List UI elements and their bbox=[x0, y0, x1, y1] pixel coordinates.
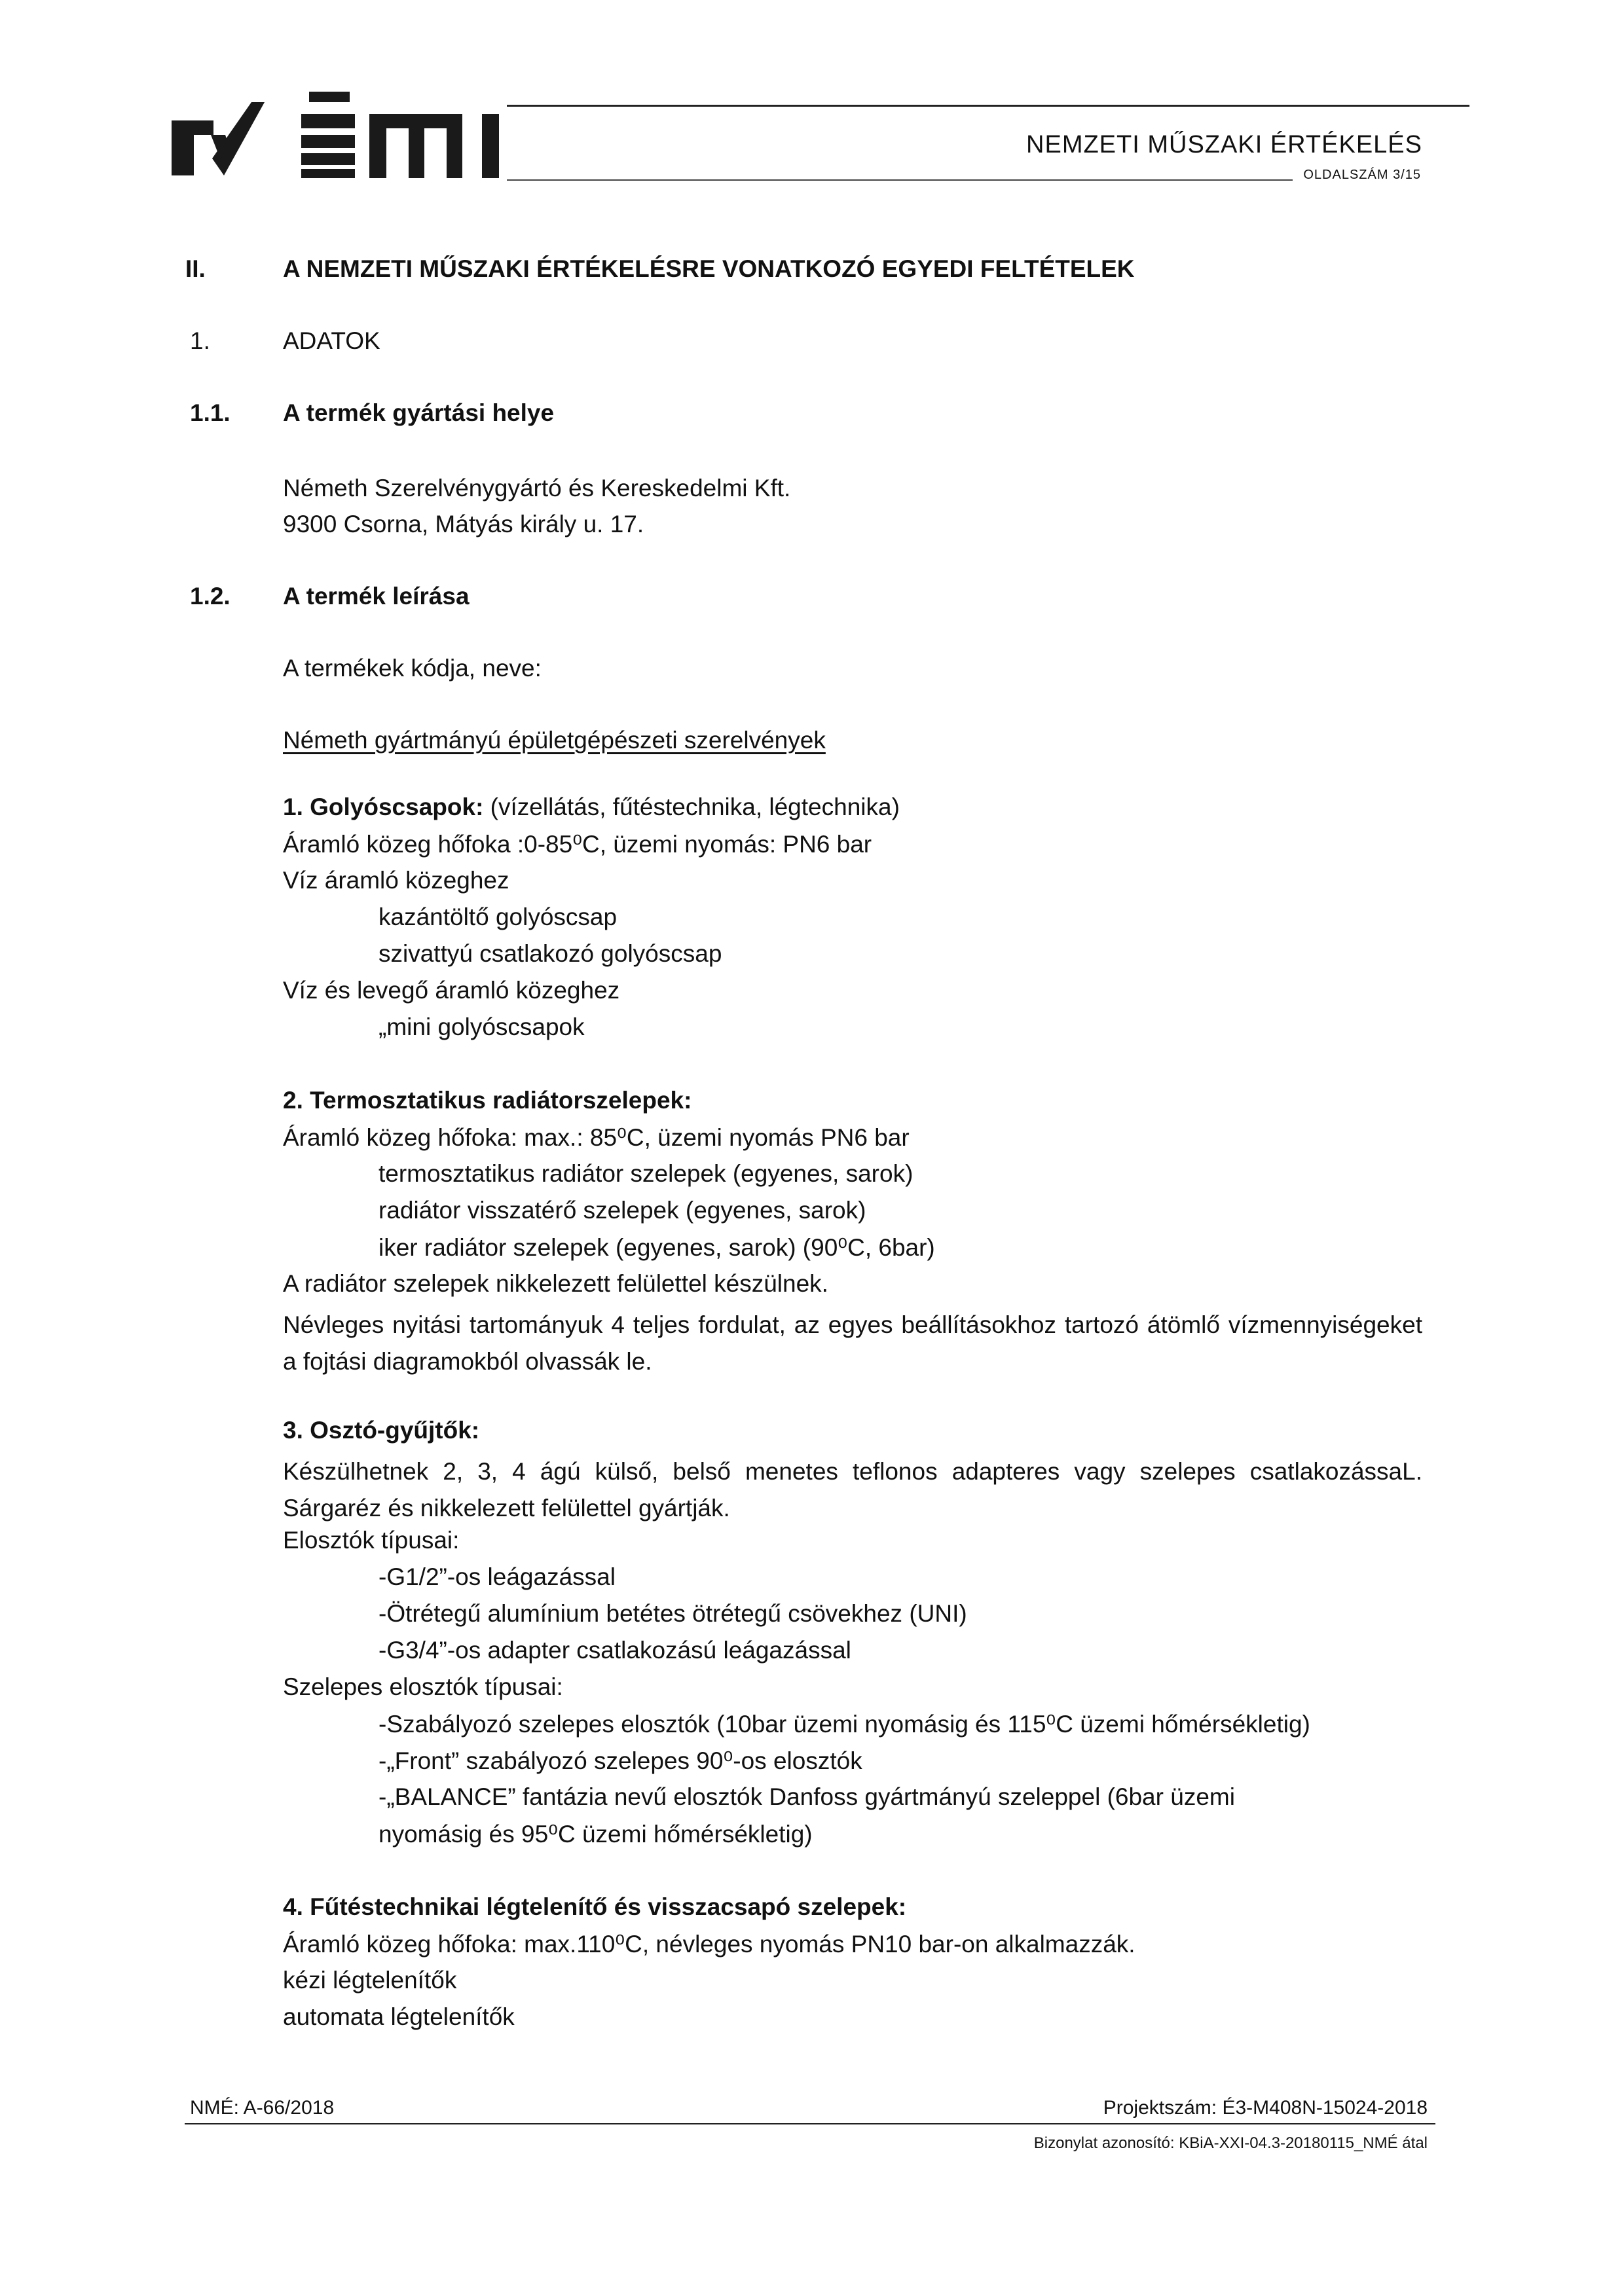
footer-nme-number: NMÉ: A-66/2018 bbox=[190, 2097, 335, 2119]
item2-indent-line: iker radiátor szelepek (egyenes, sarok) (90⁰C, 6bar) bbox=[378, 1234, 935, 1261]
header-rule-top bbox=[507, 105, 1469, 107]
item3-valve-type: -Szabályozó szelepes elosztók (10bar üzemi nyomásig és 115⁰C üzemi hőmérsékletig) bbox=[378, 1711, 1310, 1738]
item3-paragraph: Készülhetnek 2, 3, 4 ágú külső, belső menetes teflonos adapteres vagy szelepes csatlakozássaL. Sárgaréz és nikkelezett felülettel gyártják. bbox=[283, 1458, 1422, 1522]
item2-line: Áramló közeg hőfoka: max.: 85⁰C, üzemi nyomás PN6 bar bbox=[283, 1124, 910, 1151]
item3-valve-type: -„BALANCE” fantázia nevű elosztók Danfoss gyártmányú szeleppel (6bar üzemi bbox=[378, 1783, 1235, 1810]
footer-document-id: Bizonylat azonosító: KBiA-XXI-04.3-20180115_NMÉ átal bbox=[1033, 2134, 1428, 2152]
item3-type: -G3/4”-os adapter csatlakozású leágazással bbox=[378, 1637, 851, 1664]
item2-number: 2. bbox=[283, 1087, 303, 1114]
item4-label: Fűtéstechnikai légtelenítő és visszacsapó szelepek: bbox=[310, 1893, 907, 1920]
s11-address: 9300 Csorna, Mátyás király u. 17. bbox=[283, 511, 644, 538]
section-title: A NEMZETI MŰSZAKI ÉRTÉKELÉSRE VONATKOZÓ EGYEDI FELTÉTELEK bbox=[283, 255, 1135, 282]
item1-heading bbox=[283, 793, 900, 821]
item2-indent-line: termosztatikus radiátor szelepek (egyenes, sarok) bbox=[378, 1160, 913, 1187]
header-rule-bottom bbox=[507, 179, 1293, 181]
item4-line: automata légtelenítők bbox=[283, 2003, 515, 2030]
item1-number: 1. bbox=[283, 793, 303, 820]
item3-valve-types-label: Szelepes elosztók típusai: bbox=[283, 1673, 563, 1700]
item1-line: Víz és levegő áramló közeghez bbox=[283, 977, 620, 1004]
adatok-title: ADATOK bbox=[283, 327, 380, 354]
item3-type: -G1/2”-os leágazással bbox=[378, 1563, 616, 1590]
s12-number: 1.2. bbox=[190, 583, 231, 610]
s12-title: A termék leírása bbox=[283, 583, 470, 610]
item2-indent-line: radiátor visszatérő szelepek (egyenes, sarok) bbox=[378, 1197, 866, 1224]
item1-indent-line: szivattyú csatlakozó golyóscsap bbox=[378, 940, 722, 967]
item1-line: Víz áramló közeghez bbox=[283, 867, 509, 894]
item3-number: 3. bbox=[283, 1417, 303, 1444]
item3-type: -Ötrétegű alumínium betétes ötrétegű csövekhez (UNI) bbox=[378, 1600, 967, 1627]
header-title: NEMZETI MŰSZAKI ÉRTÉKELÉS bbox=[1026, 131, 1422, 158]
s12-intro: A termékek kódja, neve: bbox=[283, 655, 542, 682]
s11-title: A termék gyártási helye bbox=[283, 399, 555, 426]
item4-line: Áramló közeg hőfoka: max.110⁰C, névleges nyomás PN10 bar-on alkalmazzák. bbox=[283, 1931, 1135, 1958]
section-roman: II. bbox=[185, 255, 206, 282]
footer-project-number: Projektszám: É3-M408N-15024-2018 bbox=[1103, 2097, 1428, 2119]
item4-line: kézi légtelenítők bbox=[283, 1967, 457, 1994]
item1-indent-line: kazántöltő golyóscsap bbox=[378, 903, 618, 930]
item1-label-rest: (vízellátás, fűtéstechnika, légtechnika) bbox=[483, 793, 900, 820]
item1-label: Golyóscsapok: bbox=[310, 793, 484, 820]
emi-logo bbox=[172, 80, 525, 183]
item4-heading bbox=[283, 1893, 906, 1921]
item3-valve-type: nyomásig és 95⁰C üzemi hőmérsékletig) bbox=[378, 1821, 813, 1848]
item4-number: 4. bbox=[283, 1893, 303, 1920]
item3-label: Osztó-gyűjtők: bbox=[310, 1417, 480, 1444]
item2-line: A radiátor szelepek nikkelezett felülettel készülnek. bbox=[283, 1270, 828, 1297]
item3-types-label: Elosztók típusai: bbox=[283, 1527, 460, 1554]
header-page-number: OLDALSZÁM 3/15 bbox=[1303, 168, 1421, 182]
item2-label: Termosztatikus radiátorszelepek: bbox=[310, 1087, 692, 1114]
s11-number: 1.1. bbox=[190, 399, 231, 426]
item1-line: Áramló közeg hőfoka :0-85⁰C, üzemi nyomás: PN6 bar bbox=[283, 831, 872, 858]
adatok-number: 1. bbox=[190, 327, 210, 354]
item3-heading bbox=[283, 1417, 479, 1444]
item2-paragraph: Névleges nyitási tartományuk 4 teljes fordulat, az egyes beállításokhoz tartozó átömlő vízmennyiségeket a fojtási diagramokból olvassák le. bbox=[283, 1311, 1422, 1375]
footer-rule bbox=[185, 2123, 1435, 2124]
item3-valve-type: -„Front” szabályozó szelepes 90⁰-os elosztók bbox=[378, 1747, 862, 1774]
item2-heading bbox=[283, 1087, 692, 1114]
s11-company: Németh Szerelvénygyártó és Kereskedelmi Kft. bbox=[283, 475, 791, 501]
s12-subtitle: Németh gyártmányú épületgépészeti szerelvények bbox=[283, 727, 826, 754]
item1-indent-line: „mini golyóscsapok bbox=[378, 1013, 585, 1040]
